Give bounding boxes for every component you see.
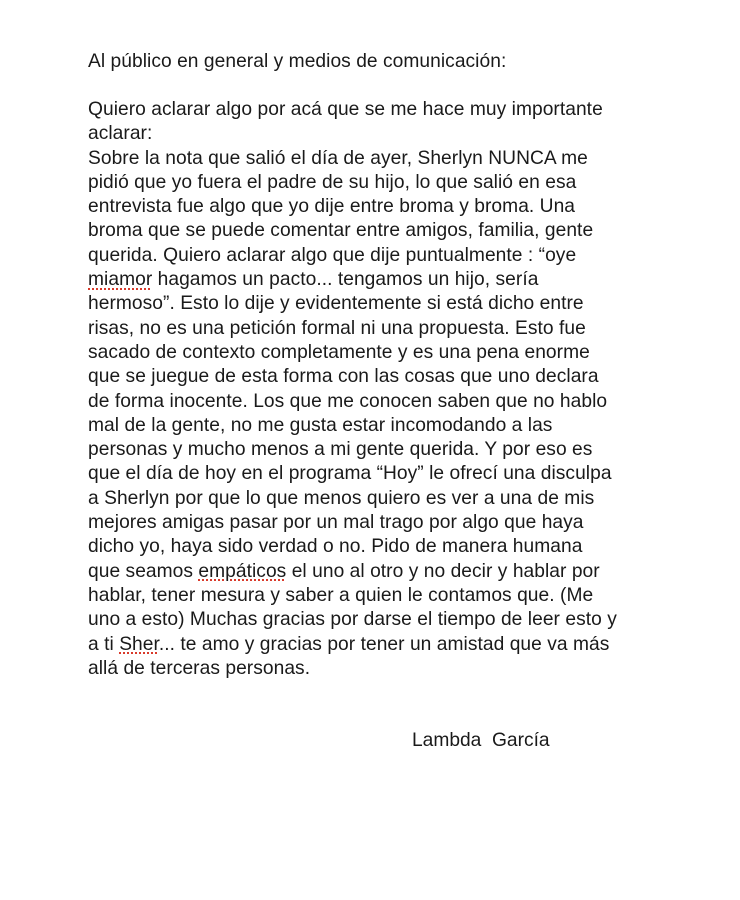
body-line: de forma inocente. Los que me conocen saben que no hablo: [88, 390, 608, 412]
body-line: risas, no es una petición formal ni una propuesta. Esto fue: [88, 317, 586, 339]
body-line: sacado de contexto completamente y es una pena enorme: [88, 341, 590, 363]
body-line: a Sherlyn por que lo que menos quiero es ver a una de mis: [88, 487, 595, 509]
body-line: aclarar:: [88, 123, 153, 145]
greeting-line: [88, 50, 668, 74]
misspelled-word: Sher: [119, 633, 159, 655]
body-line: personas y mucho menos a mi gente querida. Y por eso es: [88, 439, 593, 461]
body-line: allá de terceras personas.: [88, 657, 311, 679]
body-line: [88, 633, 668, 657]
body-line: que el día de hoy en el programa “Hoy” le ofrecí una disculpa: [88, 463, 612, 485]
signature: Lambda García: [412, 730, 550, 751]
body-line: Quiero aclarar algo por acá que se me hace muy importante: [88, 99, 603, 120]
line-segment: que seamos: [88, 560, 199, 582]
body-line: hablar, tener mesura y saber a quien le contamos que. (Me: [88, 584, 594, 606]
body-line: mal de la gente, no me gusta estar incomodando a las: [88, 414, 553, 436]
letter-body: [88, 98, 668, 681]
body-line: entrevista fue algo que yo dije entre broma y broma. Una: [88, 196, 576, 218]
body-line: broma que se puede comentar entre amigos, familia, gente: [88, 220, 594, 242]
body-line: querida. Quiero aclarar algo que dije puntualmente : “oye: [88, 244, 577, 266]
body-line: [88, 268, 668, 292]
body-line: pidió que yo fuera el padre de su hijo, lo que salió en esa: [88, 171, 577, 193]
line-segment: a ti: [88, 633, 120, 655]
misspelled-word: empáticos: [198, 560, 287, 582]
body-line: Sobre la nota que salió el día de ayer, Sherlyn NUNCA me: [88, 147, 588, 169]
body-line: [88, 560, 668, 584]
greeting-text: Al público en general y medios de comunicación:: [88, 51, 507, 72]
body-line: hermoso”. Esto lo dije y evidentemente si está dicho entre: [88, 293, 584, 315]
body-line: mejores amigas pasar por un mal trago por algo que haya: [88, 512, 584, 534]
body-line: uno a esto) Muchas gracias por darse el tiempo de leer esto y: [88, 609, 617, 631]
line-segment: hagamos un pacto... tengamos un hijo, sería: [152, 269, 539, 291]
line-segment: el uno al otro y no decir y hablar por: [286, 560, 600, 582]
body-line: dicho yo, haya sido verdad o no. Pido de manera humana: [88, 536, 583, 558]
body-line: que se juegue de esta forma con las cosas que uno declara: [88, 366, 599, 388]
misspelled-word: miamor: [88, 269, 153, 291]
line-segment: ... te amo y gracias por tener un amistad que va más: [158, 633, 610, 655]
